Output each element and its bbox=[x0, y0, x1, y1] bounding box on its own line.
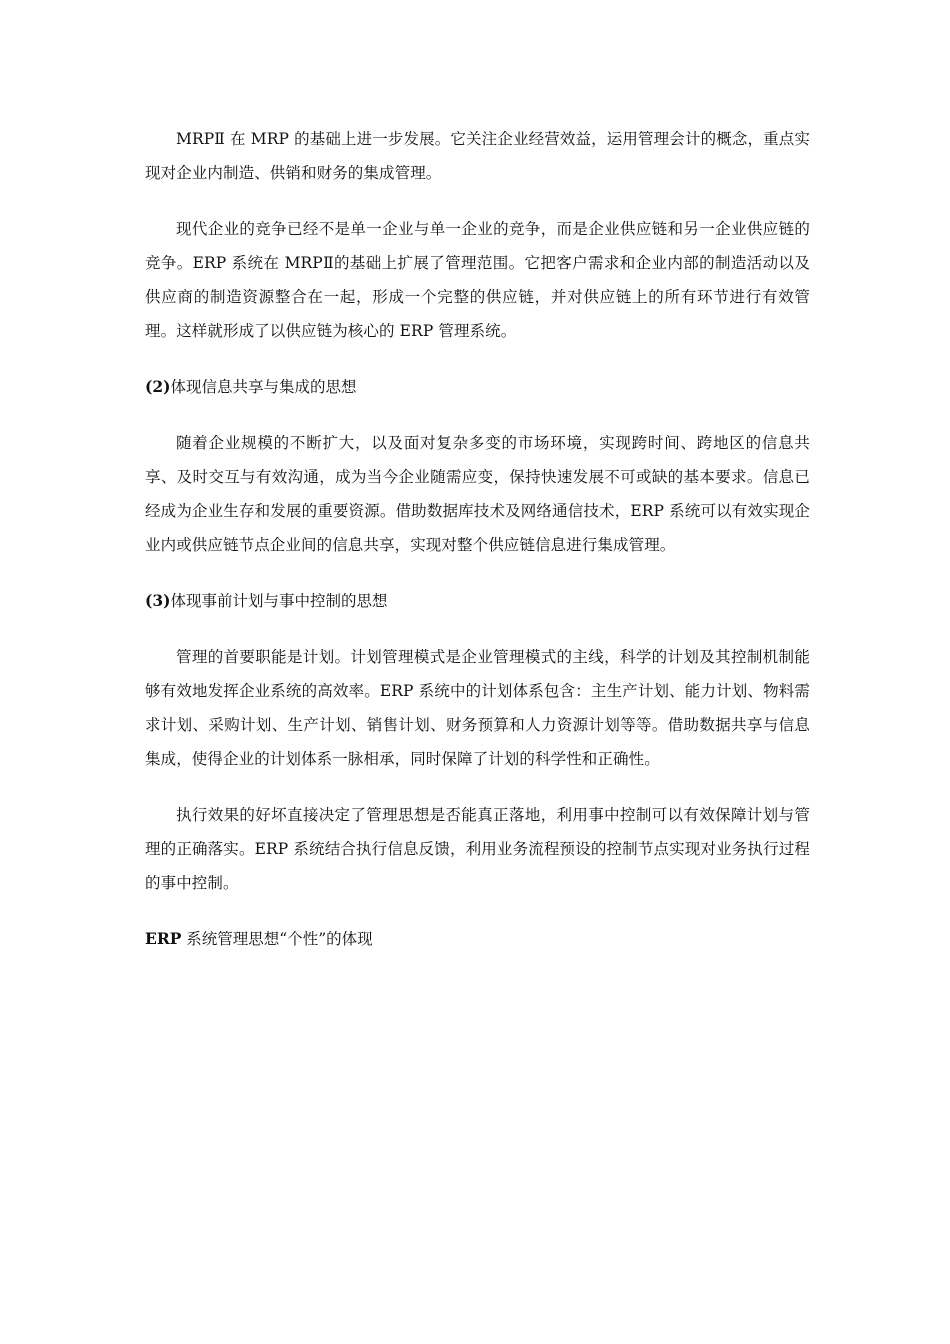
paragraph-planning: 管理的首要职能是计划。计划管理模式是企业管理模式的主线，科学的计划及其控制机制能够有效地发挥企业系统的高效率。ERP 系统中的计划体系包含：主生产计划、能力计划、物料需求计划、采购计划、生产计划、销售计划、财务预算和人力资源计划等等。借助数据共享与信息集成，使得企业的计划体系一脉相承，同时保障了计划的科学性和正确性。 bbox=[145, 648, 810, 768]
section-title: 体现信息共享与集成的思想 bbox=[170, 378, 357, 396]
paragraph-mrp2: MRPⅡ 在 MRP 的基础上进一步发展。它关注企业经营效益，运用管理会计的概念，重点实现对企业内制造、供销和财务的集成管理。 bbox=[145, 130, 810, 182]
section-heading-planning-control bbox=[145, 584, 810, 618]
paragraph-info-sharing: 随着企业规模的不断扩大，以及面对复杂多变的市场环境，实现跨时间、跨地区的信息共享、及时交互与有效沟通，成为当今企业随需应变，保持快速发展不可或缺的基本要求。信息已经成为企业生存和发展的重要资源。借助数据库技术及网络通信技术，ERP 系统可以有效实现企业内或供应链节点企业间的信息共享，实现对整个供应链信息进行集成管理。 bbox=[145, 434, 810, 554]
section-heading-info-sharing bbox=[145, 370, 810, 404]
paragraph-control: 执行效果的好坏直接决定了管理思想是否能真正落地，利用事中控制可以有效保障计划与管理的正确落实。ERP 系统结合执行信息反馈，利用业务流程预设的控制节点实现对业务执行过程的事中控制。 bbox=[145, 806, 810, 892]
closing-heading-bold: ERP bbox=[145, 929, 182, 948]
section-number: (3) bbox=[145, 591, 171, 610]
closing-heading-rest: 系统管理思想“个性”的体现 bbox=[181, 930, 373, 948]
section-title: 体现事前计划与事中控制的思想 bbox=[170, 592, 388, 610]
document-page bbox=[145, 122, 810, 956]
paragraph-erp-supply-chain: 现代企业的竞争已经不是单一企业与单一企业的竞争，而是企业供应链和另一企业供应链的竞争。ERP 系统在 MRPⅡ的基础上扩展了管理范围。它把客户需求和企业内部的制造活动以及供应商的制造资源整合在一起，形成一个完整的供应链，并对供应链上的所有环节进行有效管理。这样就形成了以供应链为核心的 ERP 管理系统。 bbox=[145, 220, 810, 340]
section-number: (2) bbox=[145, 377, 171, 396]
closing-heading bbox=[145, 922, 810, 956]
